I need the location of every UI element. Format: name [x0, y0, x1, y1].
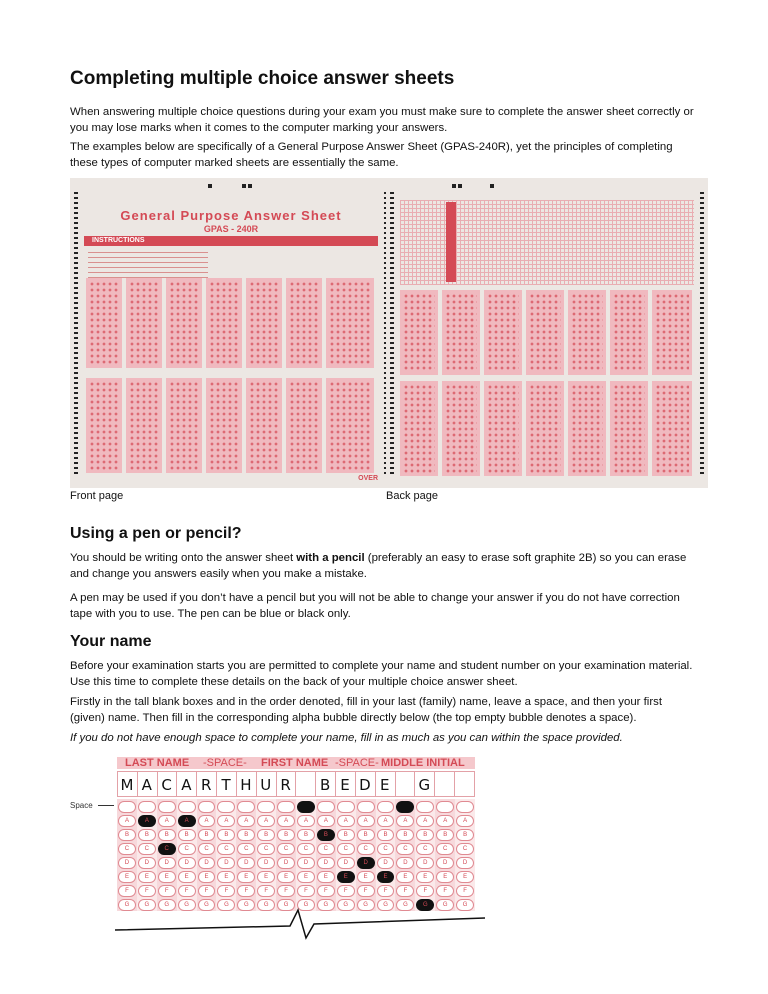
letter-box[interactable]: [216, 771, 236, 797]
answer-bubble[interactable]: B: [456, 829, 474, 841]
answer-bubble[interactable]: A: [158, 815, 176, 827]
answer-bubble[interactable]: C: [118, 843, 136, 855]
answer-block: [610, 381, 648, 476]
letter-value: G: [418, 776, 432, 794]
answer-bubble[interactable]: F: [297, 885, 315, 897]
answer-block: [400, 290, 438, 375]
answer-block: [484, 381, 522, 476]
letter-value: E: [379, 776, 391, 794]
answer-bubble[interactable]: A: [377, 815, 395, 827]
answer-bubble[interactable]: D: [337, 857, 355, 869]
answer-bubble[interactable]: B: [277, 829, 295, 841]
answer-bubble[interactable]: [118, 801, 136, 813]
answer-bubble[interactable]: C: [357, 843, 375, 855]
answer-block: [166, 278, 202, 368]
answer-bubble[interactable]: A: [436, 815, 454, 827]
answer-bubble[interactable]: D: [297, 857, 315, 869]
answer-bubble[interactable]: E: [436, 871, 454, 883]
answer-bubble[interactable]: A: [317, 815, 335, 827]
answer-block: [610, 290, 648, 375]
answer-bubble[interactable]: D: [377, 857, 395, 869]
answer-block: [326, 378, 374, 473]
letter-box[interactable]: [276, 771, 296, 797]
letter-box[interactable]: [157, 771, 177, 797]
answer-bubble[interactable]: G: [377, 899, 395, 911]
letter-box[interactable]: [117, 771, 137, 797]
answer-bubble[interactable]: [416, 801, 434, 813]
name-paragraph-1: Before your examination starts you are permitted to complete your name and student number on your examination material. Use this time to complete these details on the back of your multiple choice answer sheet.: [70, 660, 693, 688]
answer-bubble[interactable]: [396, 801, 414, 813]
answer-bubble[interactable]: C: [198, 843, 216, 855]
answer-bubble[interactable]: B: [217, 829, 235, 841]
page-title: Completing multiple choice answer sheets: [70, 68, 455, 89]
front-page-caption: Front page: [70, 490, 124, 502]
answer-bubble[interactable]: F: [317, 885, 335, 897]
answer-bubble[interactable]: A: [257, 815, 275, 827]
answer-bubble[interactable]: B: [198, 829, 216, 841]
answer-block: [326, 278, 374, 368]
answer-bubble[interactable]: D: [357, 857, 375, 869]
answer-bubble[interactable]: C: [257, 843, 275, 855]
letter-box[interactable]: [315, 771, 335, 797]
answer-bubble[interactable]: D: [138, 857, 156, 869]
name-grid-header: [117, 757, 475, 769]
timing-marks: [390, 192, 394, 474]
letter-box[interactable]: [335, 771, 355, 797]
answer-bubble[interactable]: E: [178, 871, 196, 883]
registration-mark: [490, 184, 494, 188]
answer-bubble[interactable]: F: [396, 885, 414, 897]
answer-bubble[interactable]: D: [456, 857, 474, 869]
answer-block: [400, 381, 438, 476]
answer-bubble[interactable]: F: [178, 885, 196, 897]
answer-bubble[interactable]: B: [436, 829, 454, 841]
answer-bubble[interactable]: C: [138, 843, 156, 855]
letter-box[interactable]: [434, 771, 454, 797]
letter-value: R: [280, 776, 292, 794]
answer-block: [652, 290, 692, 375]
answer-bubble[interactable]: E: [396, 871, 414, 883]
answer-bubble[interactable]: E: [377, 871, 395, 883]
answer-bubble[interactable]: B: [138, 829, 156, 841]
answer-block: [484, 290, 522, 375]
answer-block: [286, 278, 322, 368]
answer-bubble[interactable]: D: [257, 857, 275, 869]
answer-bubble[interactable]: A: [456, 815, 474, 827]
header-space: -SPACE-: [335, 757, 379, 769]
answer-bubble[interactable]: [198, 801, 216, 813]
answer-bubble[interactable]: G: [217, 899, 235, 911]
answer-bubble[interactable]: G: [158, 899, 176, 911]
answer-bubble[interactable]: D: [178, 857, 196, 869]
answer-bubble[interactable]: F: [138, 885, 156, 897]
letter-box[interactable]: [355, 771, 375, 797]
answer-bubble[interactable]: B: [257, 829, 275, 841]
answer-block: [652, 381, 692, 476]
section-heading-pen: Using a pen or pencil?: [70, 525, 242, 542]
intro-paragraph-2: The examples below are specifically of a General Purpose Answer Sheet (GPAS-240R), yet the principles of completing these types of computer marked sheets are essentially the same.: [70, 141, 673, 169]
registration-mark: [452, 184, 456, 188]
answer-bubble[interactable]: G: [237, 899, 255, 911]
answer-bubble[interactable]: C: [178, 843, 196, 855]
answer-bubble[interactable]: D: [198, 857, 216, 869]
answer-bubble[interactable]: B: [416, 829, 434, 841]
answer-bubble[interactable]: B: [317, 829, 335, 841]
answer-bubble[interactable]: [138, 801, 156, 813]
answer-bubble[interactable]: D: [396, 857, 414, 869]
letter-value: U: [260, 776, 273, 794]
answer-block: [286, 378, 322, 473]
letter-boxes: [117, 771, 475, 797]
answer-bubble[interactable]: A: [337, 815, 355, 827]
answer-block: [206, 278, 242, 368]
answer-bubble[interactable]: B: [297, 829, 315, 841]
section-heading-name: Your name: [70, 633, 152, 650]
answer-bubble[interactable]: B: [337, 829, 355, 841]
answer-bubble[interactable]: E: [118, 871, 136, 883]
torn-edge-line: [110, 900, 490, 940]
letter-value: A: [181, 776, 193, 794]
front-page-figure: [70, 178, 392, 488]
answer-bubble[interactable]: F: [277, 885, 295, 897]
answer-block: [246, 378, 282, 473]
answer-bubble[interactable]: C: [217, 843, 235, 855]
letter-value: T: [221, 776, 232, 794]
answer-bubble[interactable]: D: [118, 857, 136, 869]
answer-bubble[interactable]: E: [317, 871, 335, 883]
answer-block: [206, 378, 242, 473]
answer-bubble[interactable]: A: [198, 815, 216, 827]
letter-value: H: [240, 776, 253, 794]
registration-mark: [208, 184, 212, 188]
header-first-name: FIRST NAME: [261, 757, 329, 769]
registration-mark: [242, 184, 246, 188]
letter-box[interactable]: [395, 771, 415, 797]
letter-value: M: [120, 776, 135, 794]
answer-bubble[interactable]: [456, 801, 474, 813]
answer-bubble[interactable]: [257, 801, 275, 813]
answer-bubble[interactable]: E: [217, 871, 235, 883]
answer-bubble[interactable]: C: [277, 843, 295, 855]
space-arrow: [98, 805, 114, 806]
letter-box[interactable]: [256, 771, 276, 797]
letter-value: E: [340, 776, 351, 794]
timing-marks: [700, 192, 704, 474]
letter-value: B: [320, 776, 332, 794]
answer-bubble[interactable]: E: [337, 871, 355, 883]
answer-bubble[interactable]: B: [178, 829, 196, 841]
answer-bubble[interactable]: G: [297, 899, 315, 911]
answer-bubble[interactable]: A: [178, 815, 196, 827]
intro-paragraph-1: When answering multiple choice questions during your exam you must make sure to complete the answer sheet correctly or you may lose marks when it comes to the computer marking your answers.: [70, 106, 694, 134]
answer-block: [126, 278, 162, 368]
answer-block: [86, 278, 122, 368]
header-strip: [446, 202, 456, 282]
answer-bubble[interactable]: A: [217, 815, 235, 827]
answer-bubble[interactable]: C: [396, 843, 414, 855]
answer-bubble[interactable]: B: [357, 829, 375, 841]
name-paragraph-2: Firstly in the tall blank boxes and in the order denoted, fill in your last (family) name, leave a space, and then your first (given) name. Then fill in the corresponding alpha bubble directly below (the top empty bubble denotes a space).: [70, 696, 662, 724]
letter-box[interactable]: [236, 771, 256, 797]
answer-bubble[interactable]: G: [178, 899, 196, 911]
answer-bubble[interactable]: F: [257, 885, 275, 897]
answer-bubble[interactable]: G: [337, 899, 355, 911]
answer-bubble[interactable]: G: [198, 899, 216, 911]
letter-box[interactable]: [454, 771, 475, 797]
answer-block: [568, 381, 606, 476]
answer-bubble[interactable]: A: [118, 815, 136, 827]
answer-bubble[interactable]: C: [377, 843, 395, 855]
answer-bubble[interactable]: A: [396, 815, 414, 827]
answer-bubble[interactable]: F: [118, 885, 136, 897]
answer-bubble[interactable]: G: [317, 899, 335, 911]
pen-paragraph-2: A pen may be used if you don’t have a pencil but you will not be able to change your answer if you do not have correction tape with you to use. The pen can be blue or black only.: [70, 592, 680, 620]
answer-bubble[interactable]: B: [377, 829, 395, 841]
pen-paragraph-1: You should be writing onto the answer sheet with a pencil (preferably an easy to erase soft graphite 2B) so you can erase and change you answers easily when you make a mistake.: [70, 552, 687, 580]
letter-value: D: [359, 776, 372, 794]
answer-bubble[interactable]: F: [416, 885, 434, 897]
space-label: Space: [70, 801, 93, 810]
answer-bubble[interactable]: G: [138, 899, 156, 911]
answer-bubble[interactable]: [158, 801, 176, 813]
answer-bubble[interactable]: A: [297, 815, 315, 827]
answer-bubble[interactable]: F: [456, 885, 474, 897]
answer-bubble[interactable]: G: [357, 899, 375, 911]
instructions-bar: INSTRUCTIONS: [84, 236, 378, 246]
back-page-caption: Back page: [386, 490, 438, 502]
letter-box[interactable]: [375, 771, 395, 797]
answer-bubble[interactable]: B: [158, 829, 176, 841]
name-and-number-grid: [400, 200, 694, 285]
letter-box[interactable]: [295, 771, 315, 797]
answer-bubble[interactable]: C: [297, 843, 315, 855]
answer-bubble[interactable]: F: [436, 885, 454, 897]
registration-mark: [248, 184, 252, 188]
answer-bubble[interactable]: E: [158, 871, 176, 883]
answer-bubble[interactable]: B: [118, 829, 136, 841]
answer-bubble[interactable]: E: [456, 871, 474, 883]
timing-marks: [74, 192, 78, 474]
answer-bubble[interactable]: C: [317, 843, 335, 855]
answer-bubble[interactable]: [377, 801, 395, 813]
letter-box[interactable]: [196, 771, 216, 797]
letter-value: A: [141, 776, 153, 794]
answer-bubble[interactable]: C: [456, 843, 474, 855]
letter-box[interactable]: [176, 771, 196, 797]
answer-block: [86, 378, 122, 473]
answer-bubble[interactable]: D: [277, 857, 295, 869]
answer-bubble[interactable]: E: [357, 871, 375, 883]
answer-bubble[interactable]: F: [158, 885, 176, 897]
answer-bubble[interactable]: G: [416, 899, 434, 911]
answer-bubble[interactable]: E: [138, 871, 156, 883]
answer-bubble[interactable]: E: [198, 871, 216, 883]
answer-bubble[interactable]: G: [277, 899, 295, 911]
answer-bubble[interactable]: A: [237, 815, 255, 827]
answer-bubble[interactable]: [178, 801, 196, 813]
answer-bubble[interactable]: [436, 801, 454, 813]
header-last-name: LAST NAME: [125, 757, 190, 769]
sheet-subtitle: GPAS - 240R: [203, 224, 259, 234]
answer-bubble[interactable]: F: [337, 885, 355, 897]
answer-block: [526, 381, 564, 476]
letter-value: C: [161, 776, 173, 794]
letter-box[interactable]: [137, 771, 157, 797]
registration-mark: [458, 184, 462, 188]
answer-bubble[interactable]: [337, 801, 355, 813]
answer-bubble[interactable]: D: [416, 857, 434, 869]
answer-block: [442, 290, 480, 375]
answer-bubble[interactable]: [317, 801, 335, 813]
answer-bubble[interactable]: F: [237, 885, 255, 897]
answer-bubble[interactable]: [357, 801, 375, 813]
answer-bubble[interactable]: D: [317, 857, 335, 869]
answer-bubble[interactable]: F: [198, 885, 216, 897]
answer-bubble[interactable]: B: [396, 829, 414, 841]
answer-block: [568, 290, 606, 375]
answer-bubble[interactable]: F: [217, 885, 235, 897]
answer-bubble[interactable]: F: [377, 885, 395, 897]
answer-bubble[interactable]: A: [277, 815, 295, 827]
answer-bubble[interactable]: D: [237, 857, 255, 869]
answer-bubble[interactable]: [277, 801, 295, 813]
answer-bubble[interactable]: [237, 801, 255, 813]
answer-bubble[interactable]: C: [416, 843, 434, 855]
header-middle-initial: MIDDLE INITIAL: [381, 757, 465, 769]
answer-bubble[interactable]: B: [237, 829, 255, 841]
answer-bubble[interactable]: [297, 801, 315, 813]
name-paragraph-3: If you do not have enough space to complete your name, fill in as much as you can within the space provided.: [70, 732, 623, 744]
answer-bubble[interactable]: F: [357, 885, 375, 897]
answer-bubble[interactable]: D: [217, 857, 235, 869]
answer-bubble[interactable]: C: [436, 843, 454, 855]
answer-bubble[interactable]: G: [118, 899, 136, 911]
letter-box[interactable]: [414, 771, 434, 797]
answer-bubble[interactable]: G: [257, 899, 275, 911]
letter-value: R: [201, 776, 213, 794]
answer-bubble[interactable]: C: [237, 843, 255, 855]
answer-bubble[interactable]: E: [297, 871, 315, 883]
answer-block: [526, 290, 564, 375]
answer-block: [442, 381, 480, 476]
back-page-figure: [386, 178, 708, 488]
answer-block: [246, 278, 282, 368]
over-label: OVER: [358, 475, 378, 482]
answer-bubble[interactable]: A: [357, 815, 375, 827]
answer-bubble[interactable]: A: [416, 815, 434, 827]
answer-bubble[interactable]: G: [396, 899, 414, 911]
answer-bubble[interactable]: E: [257, 871, 275, 883]
answer-bubble[interactable]: E: [416, 871, 434, 883]
answer-bubble[interactable]: [217, 801, 235, 813]
answer-bubble[interactable]: D: [436, 857, 454, 869]
answer-bubble[interactable]: C: [158, 843, 176, 855]
answer-bubble[interactable]: A: [138, 815, 156, 827]
sheet-title: General Purpose Answer Sheet: [120, 208, 342, 223]
answer-bubble[interactable]: C: [337, 843, 355, 855]
answer-bubble[interactable]: G: [456, 899, 474, 911]
header-space: -SPACE-: [203, 757, 247, 769]
answer-bubble[interactable]: E: [237, 871, 255, 883]
answer-block: [166, 378, 202, 473]
answer-bubble[interactable]: G: [436, 899, 454, 911]
answer-bubble[interactable]: E: [277, 871, 295, 883]
answer-block: [126, 378, 162, 473]
answer-bubble[interactable]: D: [158, 857, 176, 869]
